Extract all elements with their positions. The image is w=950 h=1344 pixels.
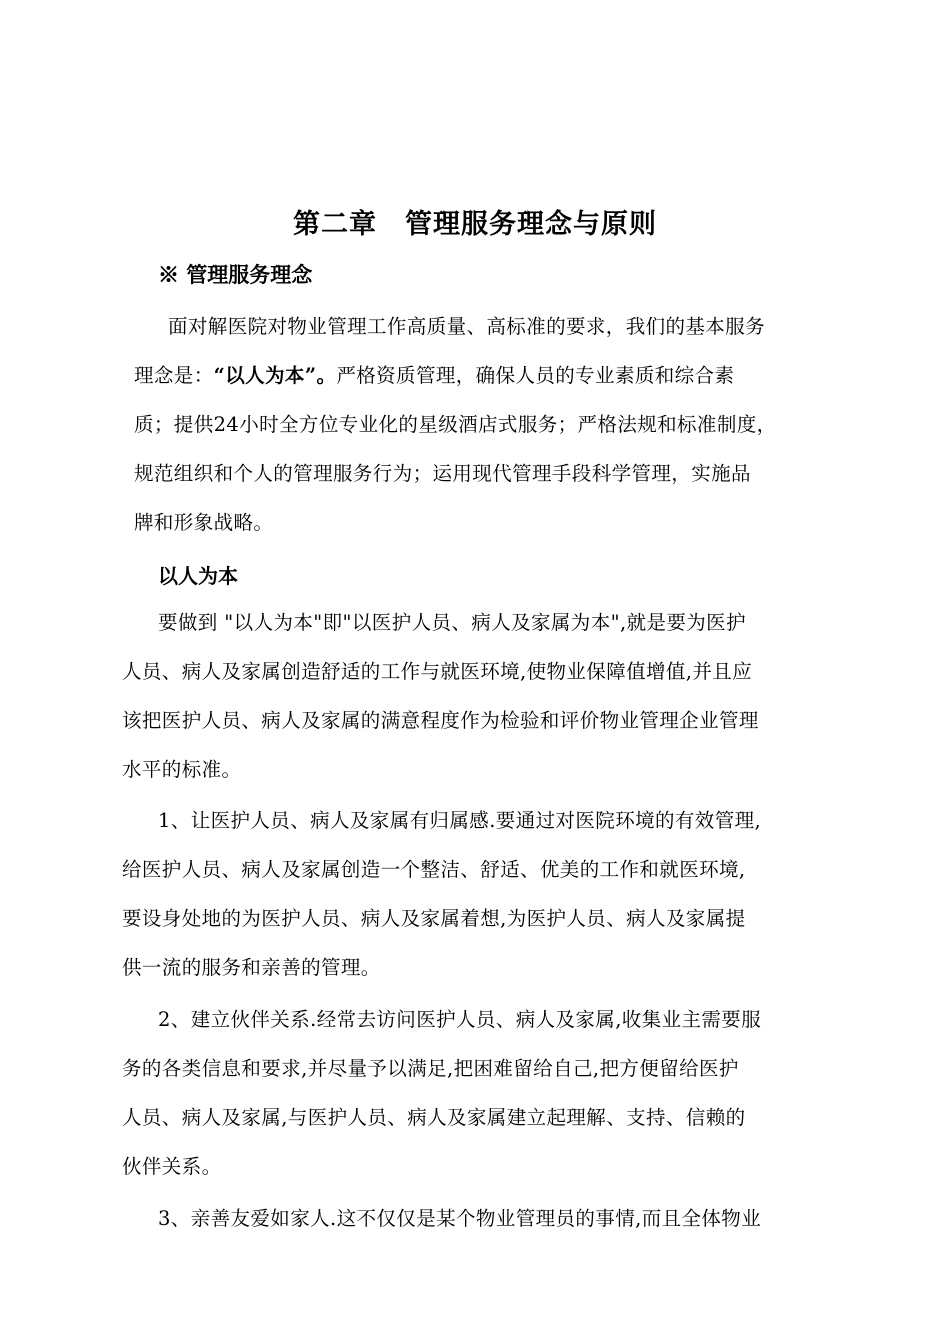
point-2-line-3: 人员、病人及家属,与医护人员、病人及家属建立起理解、支持、信赖的 [122,1106,746,1129]
point-3-line-1: 3、亲善友爱如家人.这不仅仅是某个物业管理员的事情,而且全体物业 [158,1207,762,1230]
intro-line-2-suffix: 严格资质管理，确保人员的专业素质和综合素 [336,364,735,387]
point-1-line-1: 1、让医护人员、病人及家属有归属感.要通过对医院环境的有效管理, [158,809,762,832]
subheading-people-oriented: 以人为本 [158,564,238,588]
point-2-line-4: 伙伴关系。 [122,1155,222,1178]
intro-line-5: 牌和形象战略。 [134,511,274,534]
point-2-line-1: 2、建立伙伴关系.经常去访问医护人员、病人及家属,收集业主需要服 [158,1008,762,1031]
intro-line-2 [122,351,852,400]
point-1-paragraph [122,796,852,992]
point-1-line-3: 要设身处地的为医护人员、病人及家属着想,为医护人员、病人及家属提 [122,907,746,930]
section-heading: ※ 管理服务理念 [158,262,313,287]
intro-line-1: 面对解医院对物业管理工作高质量、高标准的要求，我们的基本服务 [168,315,766,338]
intro-line-3: 质；提供24小时全方位专业化的星级酒店式服务；严格法规和标准制度， [134,413,777,436]
point-2-line-2: 务的各类信息和要求,并尽量予以满足,把困难留给自己,把方便留给医护 [122,1057,739,1080]
main-line-3: 该把医护人员、病人及家属的满意程度作为检验和评价物业管理企业管理 [122,709,759,732]
main-line-1: 要做到 "以人为本"即"以医护人员、病人及家属为本",就是要为医护 [158,611,746,634]
intro-line-4: 规范组织和个人的管理服务行为；运用现代管理手段科学管理，实施品 [134,462,751,485]
intro-line-2-prefix: 理念是： [134,364,214,387]
point-1-line-4: 供一流的服务和亲善的管理。 [122,956,381,979]
point-1-line-2: 给医护人员、病人及家属创造一个整洁、舒适、优美的工作和就医环境, [122,858,746,881]
chapter-title: 第二章 管理服务理念与原则 [293,209,657,240]
intro-paragraph [122,302,852,547]
point-2-paragraph [122,995,852,1191]
main-paragraph [122,598,852,794]
main-line-2: 人员、病人及家属创造舒适的工作与就医环境,使物业保障值增值,并且应 [122,660,753,683]
point-3-paragraph [122,1194,852,1243]
main-line-4: 水平的标准。 [122,758,242,781]
core-concept-emphasis: “以人为本”。 [213,364,337,387]
